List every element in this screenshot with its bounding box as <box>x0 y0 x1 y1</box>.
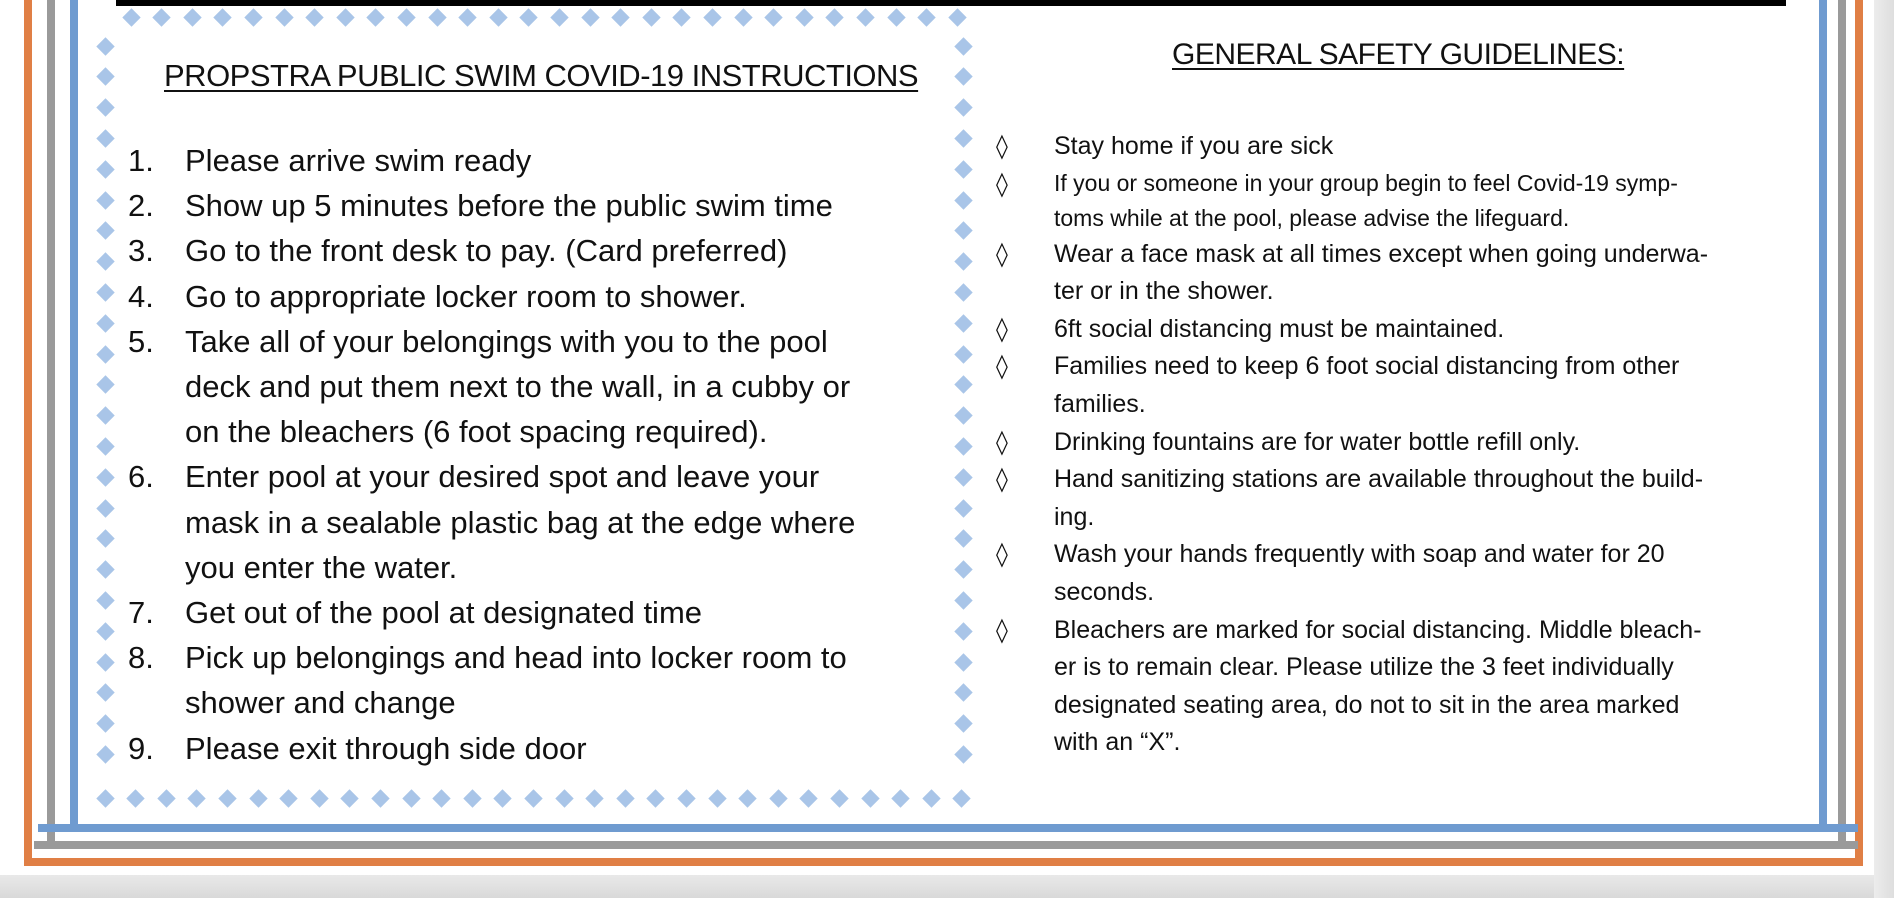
diamond-dot <box>555 789 573 807</box>
diamond-dot <box>96 68 114 86</box>
instruction-text <box>185 183 928 228</box>
diamond-dot <box>954 622 972 640</box>
diamond-dot <box>954 191 972 209</box>
diamond-dot <box>954 406 972 424</box>
diamond-dot <box>795 8 813 26</box>
instruction-text <box>185 319 928 455</box>
diamond-dot <box>520 8 538 26</box>
diamond-dot <box>96 591 114 609</box>
diamond-dot <box>954 530 972 548</box>
diamond-dot <box>96 406 114 424</box>
diamond-dot <box>96 530 114 548</box>
border-line-gray-right <box>1838 0 1846 843</box>
lozenge-bullet-icon: ◊ <box>996 132 1008 160</box>
diamond-dot <box>96 745 114 763</box>
diamond-dot <box>677 789 695 807</box>
border-line-blue-right <box>1819 0 1827 826</box>
instruction-line: Enter pool at your desired spot and leave your <box>185 459 820 495</box>
diamond-dot <box>647 789 665 807</box>
guideline-line: ter or in the shower. <box>1054 277 1274 306</box>
instruction-number: 8. <box>128 640 154 676</box>
guideline-line: Stay home if you are sick <box>1054 132 1334 160</box>
instruction-item <box>128 138 928 183</box>
guideline-line: ing. <box>1054 502 1095 531</box>
guideline-line: er is to remain clear. Please utilize the 3 feet individually <box>1054 653 1674 682</box>
diamond-dot <box>954 468 972 486</box>
guidelines-list <box>996 128 1796 762</box>
guideline-line: Bleachers are marked for social distancing. Middle bleach- <box>1054 615 1702 644</box>
guideline-line: designated seating area, do not to sit in the area marked <box>1054 690 1680 719</box>
instruction-item <box>128 726 928 771</box>
diamond-dot <box>96 37 114 55</box>
instruction-text <box>185 274 928 319</box>
diamond-dot <box>922 789 940 807</box>
instruction-text <box>185 228 928 273</box>
diamond-dot <box>954 591 972 609</box>
guideline-text <box>1054 311 1796 349</box>
diamond-dot <box>152 8 170 26</box>
border-line-blue-left <box>70 0 78 826</box>
guideline-line: Wash your hands frequently with soap and water for 20 <box>1054 540 1665 569</box>
top-table-divider-4 <box>1453 0 1455 6</box>
diamond-dot <box>954 129 972 147</box>
diamond-dot <box>96 98 114 116</box>
diamond-dot <box>214 8 232 26</box>
diamond-dot <box>954 252 972 270</box>
border-line-gray-bottom <box>34 841 1858 849</box>
diamond-dot <box>954 98 972 116</box>
instructions-title: PROPSTRA PUBLIC SWIM COVID-19 INSTRUCTIONS <box>164 58 919 93</box>
diamond-dot <box>954 437 972 455</box>
diamond-dot <box>96 222 114 240</box>
diamond-dot <box>122 8 140 26</box>
diamond-dot <box>703 8 721 26</box>
diamond-dot <box>953 789 971 807</box>
instruction-line: Get out of the pool at designated time <box>185 595 703 631</box>
top-table-divider-2 <box>781 0 783 6</box>
diamond-dot <box>458 8 476 26</box>
diamond-dot <box>550 8 568 26</box>
guideline-text <box>1054 424 1796 462</box>
diamond-dot <box>489 8 507 26</box>
diamond-dot <box>96 684 114 702</box>
diamond-dot <box>954 376 972 394</box>
diamond-dot <box>336 8 354 26</box>
instruction-item <box>128 319 928 455</box>
instruction-line: Please exit through side door <box>185 730 587 766</box>
instruction-text <box>185 635 928 725</box>
guideline-text <box>1054 536 1796 611</box>
diamond-dot <box>616 789 634 807</box>
instruction-text <box>185 454 928 590</box>
top-table-rule <box>116 0 1786 6</box>
instruction-line: Pick up belongings and head into locker room to <box>185 640 847 676</box>
diamond-dot <box>856 8 874 26</box>
diamond-dot <box>218 789 236 807</box>
diamond-dot <box>463 789 481 807</box>
diamond-dot <box>708 789 726 807</box>
guideline-item <box>996 536 1796 611</box>
diamond-dot <box>96 468 114 486</box>
diamond-dot <box>96 252 114 270</box>
diamond-dot <box>954 684 972 702</box>
diamond-dot <box>275 8 293 26</box>
instruction-item <box>128 635 928 725</box>
guideline-item <box>996 166 1796 236</box>
diamond-dot <box>954 160 972 178</box>
instruction-line: mask in a sealable plastic bag at the edge where <box>185 504 856 540</box>
diamond-dot <box>428 8 446 26</box>
instruction-number: 6. <box>128 459 154 495</box>
instruction-item <box>128 274 928 319</box>
guideline-item <box>996 424 1796 462</box>
border-line-orange-bottom <box>24 858 1863 866</box>
instruction-number: 2. <box>128 188 154 224</box>
guideline-item <box>996 461 1796 536</box>
instruction-line: Take all of your belongings with you to the pool <box>185 323 828 359</box>
window-background <box>1874 0 1894 898</box>
diamond-dot <box>249 789 267 807</box>
border-line-orange-left <box>24 0 32 858</box>
border-line-blue-bottom <box>38 824 1858 832</box>
diamond-dot <box>341 789 359 807</box>
instruction-text <box>185 726 928 771</box>
diamond-dot <box>96 283 114 301</box>
lozenge-bullet-icon: ◊ <box>996 239 1008 268</box>
instruction-text <box>185 590 928 635</box>
diamond-dot <box>96 560 114 578</box>
lozenge-bullet-icon: ◊ <box>996 615 1008 644</box>
lozenge-bullet-icon: ◊ <box>996 169 1008 198</box>
diamond-dot <box>96 314 114 332</box>
diamond-dot <box>244 8 262 26</box>
guideline-line: families. <box>1054 389 1146 418</box>
diamond-dot <box>96 191 114 209</box>
diamond-dot <box>954 499 972 517</box>
guideline-line: Wear a face mask at all times except when going underwa- <box>1054 239 1709 268</box>
diamond-dot <box>397 8 415 26</box>
guideline-item <box>996 348 1796 423</box>
top-table-divider-3 <box>1118 0 1120 6</box>
guideline-text <box>1054 348 1796 423</box>
diamond-dot <box>954 37 972 55</box>
instruction-item <box>128 183 928 228</box>
diamond-dot <box>769 789 787 807</box>
guideline-text <box>1054 236 1796 311</box>
top-table-divider-1 <box>446 0 448 6</box>
diamond-dot <box>524 789 542 807</box>
lozenge-bullet-icon: ◊ <box>996 314 1008 343</box>
instruction-line: Go to appropriate locker room to shower. <box>185 278 747 314</box>
lozenge-bullet-icon: ◊ <box>996 465 1008 494</box>
diamond-dot <box>183 8 201 26</box>
guideline-line: Drinking fountains are for water bottle refill only. <box>1054 427 1581 456</box>
diamond-dot <box>126 789 144 807</box>
diamond-dot <box>96 160 114 178</box>
diamond-dot <box>371 789 389 807</box>
diamond-dot <box>738 789 756 807</box>
diamond-dot <box>954 714 972 732</box>
instruction-text <box>185 138 928 183</box>
diamond-dot <box>96 437 114 455</box>
diamond-dot <box>96 622 114 640</box>
diamond-dot <box>494 789 512 807</box>
guideline-line: Families need to keep 6 foot social distancing from other <box>1054 352 1680 381</box>
diamond-dot <box>764 8 782 26</box>
guideline-item <box>996 128 1796 166</box>
instruction-number: 5. <box>128 323 154 359</box>
instruction-line: Show up 5 minutes before the public swim time <box>185 188 833 224</box>
instruction-item <box>128 590 928 635</box>
diamond-dot <box>891 789 909 807</box>
guideline-text <box>1054 461 1796 536</box>
instruction-line: Go to the front desk to pay. (Card preferred) <box>185 233 788 269</box>
diamond-dot <box>367 8 385 26</box>
diamond-dot <box>581 8 599 26</box>
diamond-dot <box>887 8 905 26</box>
guideline-text <box>1054 128 1796 166</box>
instructions-list <box>128 138 928 771</box>
guideline-line: toms while at the pool, please advise the lifeguard. <box>1054 204 1570 231</box>
diamond-dot <box>611 8 629 26</box>
diamond-dot <box>96 129 114 147</box>
guideline-line: with an “X”. <box>1054 728 1181 757</box>
diamond-dot <box>96 714 114 732</box>
diamond-dot <box>954 68 972 86</box>
diamond-dot <box>954 560 972 578</box>
diamond-dot <box>830 789 848 807</box>
instruction-number: 3. <box>128 233 154 269</box>
diamond-dot <box>917 8 935 26</box>
guideline-item <box>996 612 1796 762</box>
instruction-item <box>128 228 928 273</box>
diamond-dot <box>948 8 966 26</box>
diamond-dot <box>954 283 972 301</box>
instruction-item <box>128 454 928 590</box>
guideline-item <box>996 311 1796 349</box>
guideline-line: seconds. <box>1054 577 1155 606</box>
diamond-dot <box>96 653 114 671</box>
diamond-dot <box>96 345 114 363</box>
instruction-number: 1. <box>128 143 154 178</box>
diamond-dot <box>954 345 972 363</box>
guideline-text <box>1054 612 1796 762</box>
diamond-dot <box>734 8 752 26</box>
guideline-item <box>996 236 1796 311</box>
instruction-line: on the bleachers (6 foot spacing required). <box>185 414 768 450</box>
lozenge-bullet-icon: ◊ <box>996 540 1008 569</box>
border-line-orange-right <box>1855 0 1863 858</box>
diamond-dot <box>157 789 175 807</box>
instruction-number: 9. <box>128 730 154 766</box>
diamond-dot <box>96 789 114 807</box>
guideline-line: If you or someone in your group begin to feel Covid-19 symp- <box>1054 169 1678 196</box>
instruction-number: 7. <box>128 595 154 631</box>
instruction-line: Please arrive swim ready <box>185 143 532 178</box>
diamond-dot <box>96 376 114 394</box>
diamond-dot <box>188 789 206 807</box>
instruction-line: you enter the water. <box>185 549 458 585</box>
diamond-dot <box>800 789 818 807</box>
instruction-line: deck and put them next to the wall, in a cubby or <box>185 369 851 405</box>
diamond-dot <box>279 789 297 807</box>
instruction-number: 4. <box>128 278 154 314</box>
diamond-dot <box>954 314 972 332</box>
diamond-dot <box>305 8 323 26</box>
diamond-dot <box>954 745 972 763</box>
lozenge-bullet-icon: ◊ <box>996 427 1008 456</box>
diamond-dot <box>585 789 603 807</box>
guidelines-title: GENERAL SAFETY GUIDELINES: <box>1172 38 1625 71</box>
diamond-dot <box>673 8 691 26</box>
page-shadow <box>0 875 1894 898</box>
diamond-dot <box>826 8 844 26</box>
diamond-dot <box>310 789 328 807</box>
instruction-line: shower and change <box>185 685 456 721</box>
diamond-dot <box>954 222 972 240</box>
diamond-dot <box>96 499 114 517</box>
guideline-line: Hand sanitizing stations are available throughout the build- <box>1054 465 1704 494</box>
guideline-text <box>1054 166 1796 236</box>
diamond-dot <box>861 789 879 807</box>
border-line-gray-left <box>47 0 55 843</box>
diamond-dot <box>402 789 420 807</box>
diamond-dot <box>642 8 660 26</box>
diamond-dot <box>954 653 972 671</box>
lozenge-bullet-icon: ◊ <box>996 352 1008 381</box>
diamond-dot <box>432 789 450 807</box>
guideline-line: 6ft social distancing must be maintained. <box>1054 314 1505 343</box>
